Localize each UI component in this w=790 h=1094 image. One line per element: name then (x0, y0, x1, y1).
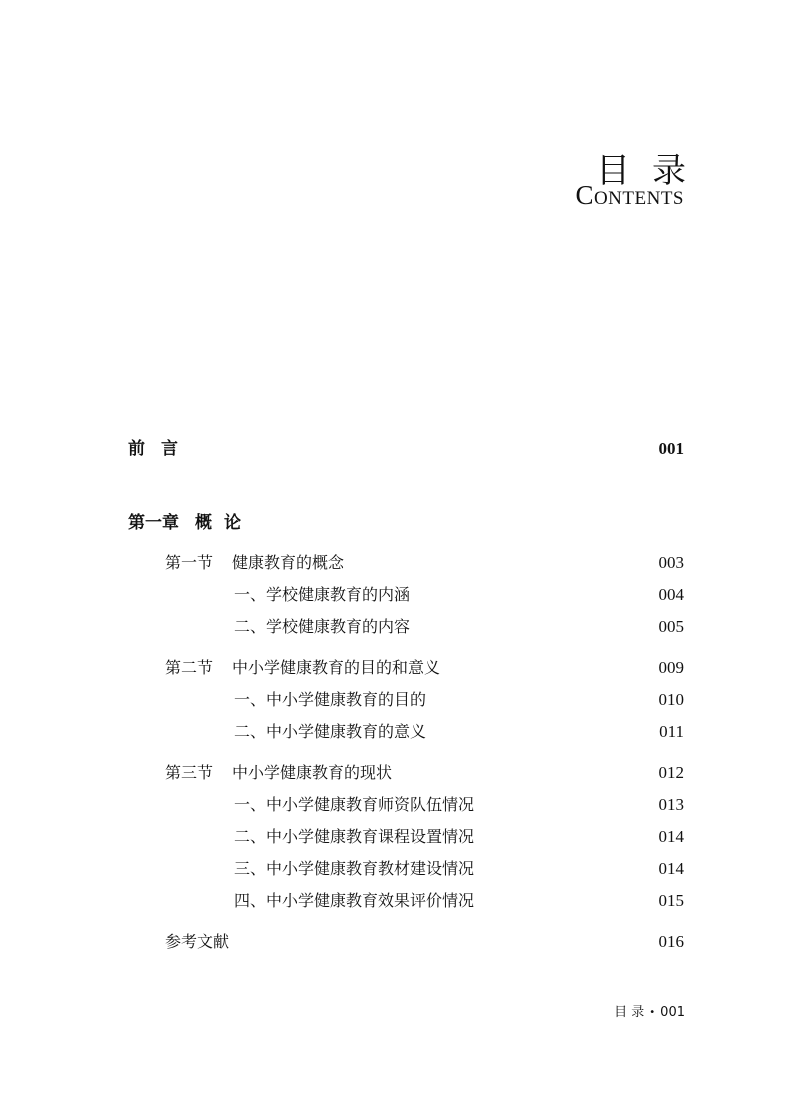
toc-item-page: 014 (658, 859, 684, 878)
footer-separator-dot: • (649, 1007, 656, 1018)
toc-item-page: 010 (658, 690, 684, 709)
toc-section-label: 第二节 中小学健康教育的目的和意义 (165, 658, 441, 677)
toc-preface-page: 001 (658, 439, 684, 458)
toc-item[interactable] (234, 825, 684, 849)
toc-item[interactable] (234, 793, 684, 817)
toc-preface-label: 前 言 (128, 439, 178, 459)
toc-item[interactable] (234, 889, 684, 913)
toc-section-label: 第三节 中小学健康教育的现状 (165, 763, 393, 782)
toc-item[interactable] (234, 857, 684, 881)
toc-item-label: 二、中小学健康教育课程设置情况 (234, 827, 475, 846)
toc-section-page: 012 (658, 763, 684, 782)
toc-section-page: 009 (658, 658, 684, 677)
toc-item-page: 014 (658, 827, 684, 846)
toc-references-label: 参考文献 (165, 932, 230, 951)
toc-item-page: 005 (658, 617, 684, 636)
page-title-english: Contents (575, 180, 684, 210)
toc-item-label: 四、中小学健康教育效果评价情况 (234, 891, 475, 910)
footer-page-number: 001 (660, 1005, 685, 1020)
toc-item-label: 一、中小学健康教育师资队伍情况 (234, 795, 475, 814)
toc-references[interactable] (165, 930, 684, 954)
toc-item[interactable] (234, 583, 684, 607)
toc-item-label: 二、中小学健康教育的意义 (234, 722, 427, 741)
toc-item-page: 015 (658, 891, 684, 910)
page-footer (614, 1001, 685, 1020)
toc-item-label: 一、中小学健康教育的目的 (234, 690, 427, 709)
toc-item-label: 二、学校健康教育的内容 (234, 617, 411, 636)
toc-chapter-label: 第一章 概 论 (128, 513, 241, 533)
toc-item-page: 011 (659, 722, 684, 741)
toc-item[interactable] (234, 688, 684, 712)
toc-section[interactable] (165, 761, 684, 785)
toc-item-page: 004 (658, 585, 684, 604)
footer-label: 目 录 (614, 1005, 645, 1020)
toc-section[interactable] (165, 656, 684, 680)
toc-references-page: 016 (658, 932, 684, 951)
toc-section-page: 003 (658, 553, 684, 572)
toc-item[interactable] (234, 720, 684, 744)
page-title-chinese: 目录 (596, 151, 708, 191)
toc-section-label: 第一节 健康教育的概念 (165, 553, 345, 572)
toc-item-label: 一、学校健康教育的内涵 (234, 585, 411, 604)
toc-item-page: 013 (658, 795, 684, 814)
toc-chapter-1[interactable] (128, 511, 684, 535)
toc-item[interactable] (234, 615, 684, 639)
toc-section[interactable] (165, 551, 684, 575)
toc-item-label: 三、中小学健康教育教材建设情况 (234, 859, 475, 878)
toc-preface[interactable] (128, 437, 684, 461)
